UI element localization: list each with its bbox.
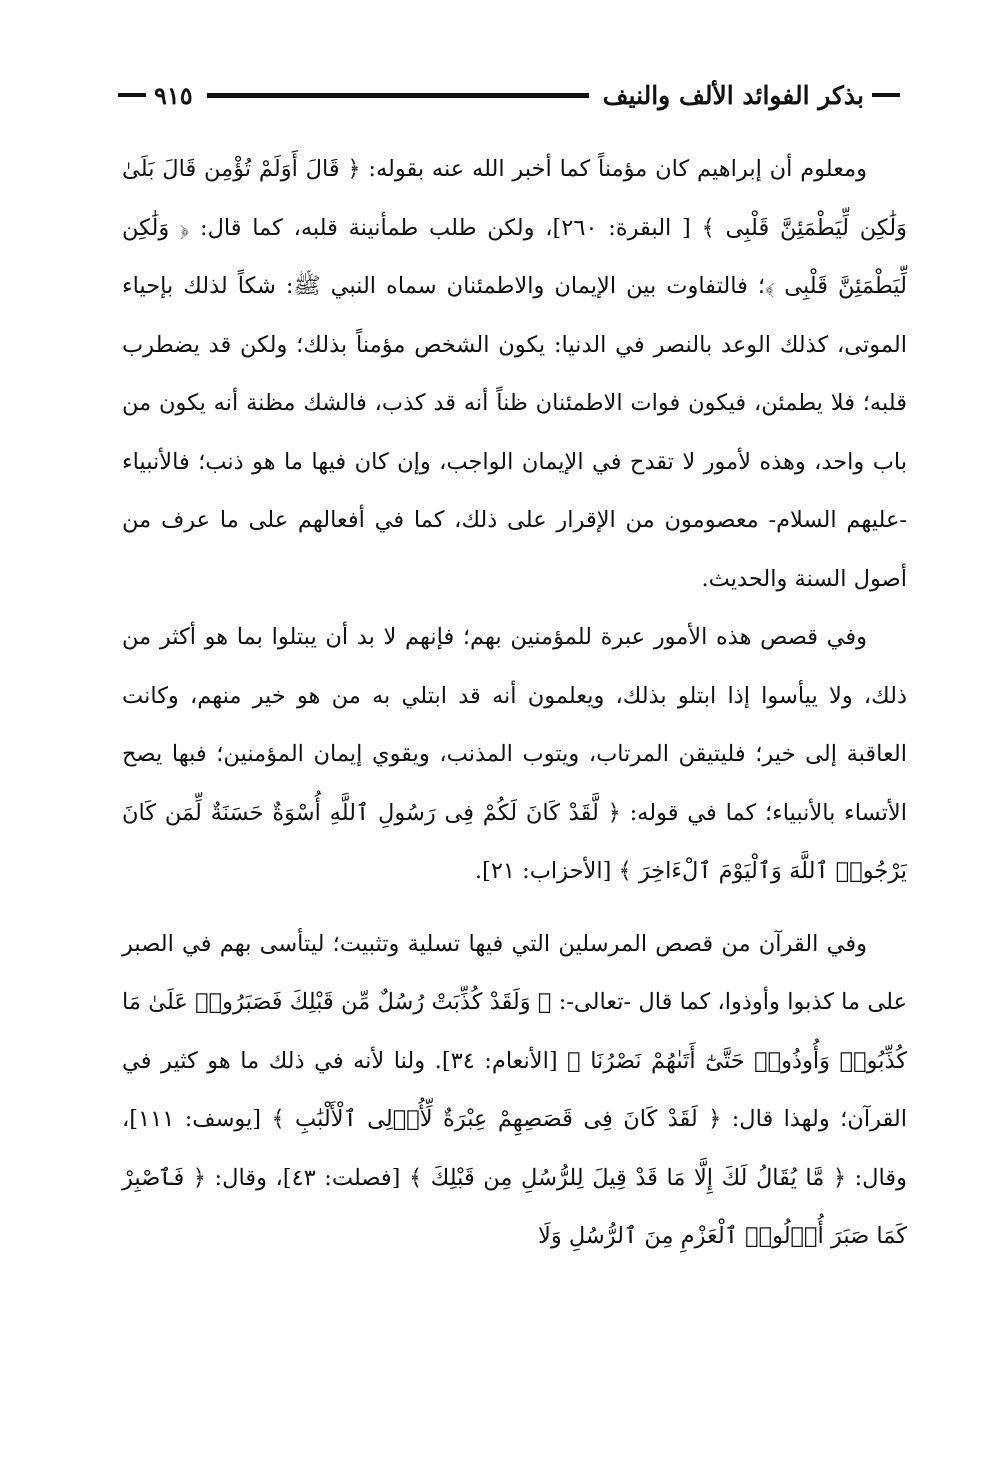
paragraph-3: وفي القرآن من قصص المرسلين التي فيها تسلية وتثبيت؛ ليتأسى بهم في الصبر على ما كذبوا وأوذوا، كما قال -تعالى-: ﴿ وَلَقَدْ كُذِّبَتْ رُسُلٌ مِّن قَبْلِكَ فَصَبَرُوا۟ عَلَىٰ مَا كُذِّبُوا۟ وَأُوذُوا۟ حَتَّىٰٓ أَتَىٰهُمْ نَصْرُنَا ﴾ [الأنعام: ٣٤]. ولنا لأنه في ذلك ما هو كثير في القرآن؛ ولهذا قال: ﴿ لَقَدْ كَانَ فِى قَصَصِهِمْ عِبْرَةٌ لِّأُو۟لِى ٱلْأَلْبَٰبِ ﴾ [يوسف: ١١١]، وقال: ﴿ مَّا يُقَالُ لَكَ إِلَّا مَا قَدْ قِيلَ لِلرُّسُلِ مِن قَبْلِكَ ﴾ [فصلت: ٤٣]، وقال: ﴿ فَٱصْبِرْ كَمَا صَبَرَ أُو۟لُوا۟ ٱلْعَزْمِ مِنَ ٱلرُّسُلِ وَلَا (122, 930, 907, 1249)
page-body (122, 140, 907, 1266)
page-number: ٩١٥ (154, 80, 193, 110)
paragraph-2: وفي قصص هذه الأمور عبرة للمؤمنين بهم؛ فإنهم لا بد أن يبتلوا بما هو أكثر من ذلك، ولا ييأسوا إذا ابتلو بذلك، ويعلمون أنه قد ابتلي به من هو خير منهم، وكانت العاقبة إلى خير؛ فليتيقن المرتاب، ويتوب المذنب، ويقوي إيمان المؤمنين؛ فبها يصح الأتساء بالأنبياء؛ كما في قوله: ﴿ لَّقَدْ كَانَ لَكُمْ فِى رَسُولِ ٱللَّهِ أُسْوَةٌ حَسَنَةٌ لِّمَن كَانَ يَرْجُوا۟ ٱللَّهَ وَٱلْيَوْمَ ٱلْءَاخِرَ ﴾ [الأحزاب: ٢١]. (122, 624, 907, 884)
running-header (110, 70, 908, 120)
paragraph-1: ومعلوم أن إبراهيم كان مؤمناً كما أخبر الله عنه بقوله: ﴿ قَالَ أَوَلَمْ تُؤْمِن قَالَ بَلَىٰ وَلَٰكِن لِّيَطْمَئِنَّ قَلْبِى ﴾ [ البقرة: ٢٦٠]، ولكن طلب طمأنينة قلبه، كما قال: ﴿ وَلَٰكِن لِّيَطْمَئِنَّ قَلْبِى ﴾؛ فالتفاوت بين الإيمان والاطمئنان سماه النبي ﷺ: شكاً لذلك بإحياء الموتى، كذلك الوعد بالنصر في الدنيا: يكون الشخص مؤمناً بذلك؛ ولكن قد يضطرب قلبه؛ فلا يطمئن، فيكون فوات الاطمئنان ظناً أنه قد كذب، فالشك مظنة أنه يكون من باب واحد، وهذه لأمور لا تقدح في الإيمان الواجب، وإن كان فيها ما هو ذنب؛ فالأنبياء -عليهم السلام- معصومون من الإقرار على ذلك، كما في أفعالهم على ما عرف من أصول السنة والحديث. (122, 156, 907, 592)
header-title: بذكر الفوائد الألف والنيف (602, 80, 864, 110)
header-dash-left (118, 93, 146, 97)
header-rule (207, 93, 589, 98)
header-dash-right (872, 93, 900, 97)
